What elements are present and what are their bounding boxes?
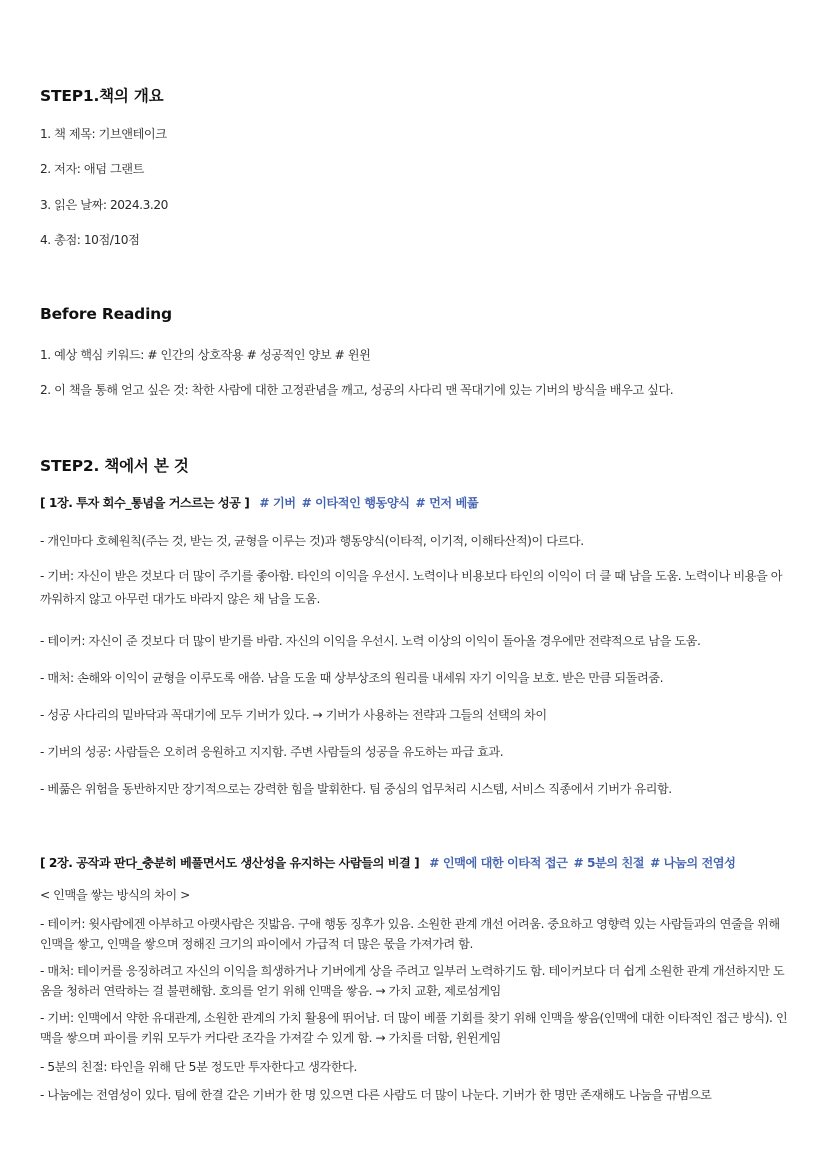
before-reading-keywords: 1. 예상 핵심 키워드: # 인간의 상호작용 # 성공적인 양보 # 윈윈	[40, 348, 371, 362]
chapter2-subheading: < 인맥을 쌓는 방식의 차이 >	[40, 888, 190, 902]
chapter1-item: - 기버의 성공: 사람들은 오히려 응원하고 지지함. 주변 사람들의 성공을 유도하는 파급 효과.	[40, 745, 504, 759]
chapter1-tag: # 이타적인 행동양식	[301, 496, 410, 510]
step1-item-score: 4. 총점: 10점/10점	[40, 233, 140, 247]
chapter1-tag: # 먼저 베풂	[415, 496, 479, 510]
chapter2-tag: # 나눔의 전염성	[650, 856, 736, 870]
chapter1-heading: [ 1장. 투자 회수_통념을 거스르는 성공 ]	[40, 496, 250, 510]
chapter1-item: - 성공 사다리의 밑바닥과 꼭대기에 모두 기버가 있다. → 기버가 사용하는 전략과 그들의 선택의 차이	[40, 708, 547, 722]
step1-item-author: 2. 저자: 애덤 그랜트	[40, 162, 144, 176]
step1-title: STEP1.책의 개요	[40, 87, 164, 105]
chapter2-item: - 기버: 인맥에서 약한 유대관계, 소원한 관계의 가치 활용에 뛰어남. 더 많이 베풀 기회를 찾기 위해 인맥을 쌓음(인맥에 대한 이타적인 접근 방식). 인맥을 쌓으며 파이를 키워 모두가 커다란 조각을 가져갈 수 있게 함. → 가치를 더함, 윈윈게임	[40, 1011, 788, 1045]
before-reading-goal: 2. 이 책을 통해 얻고 싶은 것: 착한 사람에 대한 고정관념을 깨고, 성공의 사다리 맨 꼭대기에 있는 기버의 방식을 배우고 싶다.	[40, 383, 674, 397]
step2-title: STEP2. 책에서 본 것	[40, 457, 189, 475]
chapter1-tag: # 기버	[259, 496, 296, 510]
chapter1-heading-line	[40, 494, 478, 511]
chapter2-tag: # 인맥에 대한 이타적 접근	[429, 856, 568, 870]
chapter1-item: - 테이커: 자신이 준 것보다 더 많이 받기를 바람. 자신의 이익을 우선시. 노력 이상의 이익이 돌아올 경우에만 전략적으로 남을 도움.	[40, 634, 701, 648]
step1-item-date: 3. 읽은 날짜: 2024.3.20	[40, 198, 168, 212]
chapter1-item: - 매처: 손해와 이익이 균형을 이루도록 애씀. 남을 도울 때 상부상조의 원리를 내세워 자기 이익을 보호. 받은 만큼 되돌려줌.	[40, 671, 664, 685]
chapter2-item: - 테이커: 윗사람에겐 아부하고 아랫사람은 짓밟음. 구애 행동 징후가 있음. 소원한 관계 개선 어려움. 중요하고 영향력 있는 사람들과의 연줄을 위해 인맥을 쌓고, 인맥을 쌓으며 정해진 크기의 파이에서 가급적 더 많은 몫을 가져가려 함.	[40, 917, 780, 951]
step1-item-title: 1. 책 제목: 기브앤테이크	[40, 127, 167, 141]
chapter1-item: - 개인마다 호혜원칙(주는 것, 받는 것, 균형을 이루는 것)과 행동양식(이타적, 이기적, 이해타산적)이 다르다.	[40, 534, 584, 548]
chapter2-tag: # 5분의 친절	[573, 856, 645, 870]
chapter1-item: - 기버: 자신이 받은 것보다 더 많이 주기를 좋아함. 타인의 이익을 우선시. 노력이나 비용보다 타인의 이익이 더 클 때 남을 도움. 노력이나 비용을 아까워하지 않고 아무런 대가도 바라지 않은 채 남을 도움.	[40, 569, 783, 606]
chapter1-item: - 베풂은 위험을 동반하지만 장기적으로는 강력한 힘을 발휘한다. 팀 중심의 업무처리 시스템, 서비스 직종에서 기버가 유리함.	[40, 782, 672, 796]
chapter2-item: - 매처: 테이커를 응징하려고 자신의 이익을 희생하거나 기버에게 상을 주려고 일부러 노력하기도 함. 테이커보다 더 쉽게 소원한 관계 개선하지만 도움을 청하러 연락하는 걸 불편해함. 호의를 얻기 위해 인맥을 쌓음. → 가치 교환, 제로섬게임	[40, 964, 785, 998]
chapter2-heading: [ 2장. 공작과 판다_충분히 베풀면서도 생산성을 유지하는 사람들의 비결 ]	[40, 856, 420, 870]
before-reading-title: Before Reading	[40, 305, 172, 323]
chapter2-item: - 5분의 친절: 타인을 위해 단 5분 정도만 투자한다고 생각한다.	[40, 1060, 357, 1074]
chapter2-item: - 나눔에는 전염성이 있다. 팀에 한결 같은 기버가 한 명 있으면 다른 사람도 더 많이 나눈다. 기버가 한 명만 존재해도 나눔을 규범으로	[40, 1088, 712, 1102]
chapter2-heading-line	[40, 854, 735, 871]
